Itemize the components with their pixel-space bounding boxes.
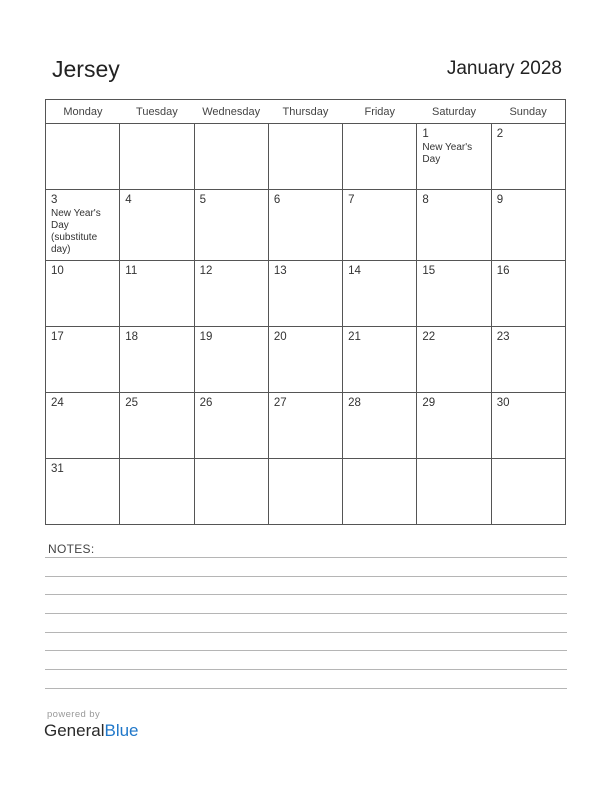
day-number: 13 bbox=[273, 265, 287, 277]
powered-by-text: powered by bbox=[47, 709, 101, 720]
weekday-friday: Friday bbox=[343, 100, 417, 124]
day-number: 21 bbox=[348, 331, 361, 343]
week-row bbox=[46, 327, 566, 393]
day-number: 19 bbox=[199, 331, 213, 343]
day-number: 31 bbox=[51, 463, 64, 475]
day-number: 11 bbox=[125, 265, 138, 277]
day-number: 18 bbox=[125, 331, 139, 343]
day-cell bbox=[268, 124, 342, 190]
calendar-grid bbox=[45, 99, 566, 525]
holiday-label: New Year's Day (substitute day) bbox=[51, 208, 101, 255]
day-number: 3 bbox=[51, 194, 58, 206]
day-cell bbox=[491, 393, 565, 459]
note-line bbox=[45, 650, 567, 651]
day-cell bbox=[120, 393, 194, 459]
day-cell bbox=[343, 459, 417, 525]
day-cell bbox=[268, 459, 342, 525]
day-number: 28 bbox=[348, 397, 361, 409]
day-number: 9 bbox=[496, 194, 504, 206]
note-line bbox=[45, 688, 567, 689]
day-cell bbox=[343, 393, 417, 459]
day-number: 30 bbox=[496, 397, 510, 409]
day-number: 14 bbox=[348, 265, 361, 277]
notes-label: NOTES: bbox=[48, 542, 95, 556]
day-number: 29 bbox=[422, 397, 436, 409]
day-cell bbox=[491, 261, 565, 327]
day-number: 24 bbox=[51, 397, 64, 409]
day-number: 16 bbox=[496, 265, 510, 277]
day-cell bbox=[194, 190, 268, 261]
day-number: 20 bbox=[273, 331, 287, 343]
day-cell bbox=[268, 190, 342, 261]
day-cell bbox=[46, 327, 120, 393]
brand-logo-blue: Blue bbox=[104, 721, 139, 740]
region-title: Jersey bbox=[52, 56, 120, 82]
day-cell bbox=[343, 327, 417, 393]
week-row bbox=[46, 190, 566, 261]
day-number: 27 bbox=[273, 397, 287, 409]
day-cell bbox=[491, 190, 565, 261]
day-number: 15 bbox=[422, 265, 436, 277]
day-cell bbox=[417, 261, 491, 327]
note-line bbox=[45, 632, 567, 633]
day-number: 7 bbox=[348, 194, 355, 206]
day-cell bbox=[491, 327, 565, 393]
weekday-thursday: Thursday bbox=[268, 100, 342, 124]
week-row bbox=[46, 459, 566, 525]
weekday-monday: Monday bbox=[46, 100, 120, 124]
day-number: 26 bbox=[199, 397, 213, 409]
weekday-header-row bbox=[46, 100, 566, 124]
note-line bbox=[45, 594, 567, 595]
day-cell bbox=[194, 261, 268, 327]
day-number: 1 bbox=[422, 128, 429, 140]
day-cell bbox=[491, 124, 565, 190]
day-cell bbox=[417, 393, 491, 459]
note-line bbox=[45, 576, 567, 577]
day-number: 17 bbox=[51, 331, 64, 343]
day-number: 4 bbox=[125, 194, 132, 206]
day-cell bbox=[491, 459, 565, 525]
day-cell bbox=[194, 124, 268, 190]
day-cell bbox=[120, 327, 194, 393]
day-cell bbox=[417, 327, 491, 393]
weekday-saturday: Saturday bbox=[417, 100, 491, 124]
day-cell bbox=[343, 124, 417, 190]
day-cell bbox=[120, 190, 194, 261]
month-year-title: January 2028 bbox=[446, 58, 562, 79]
day-cell bbox=[46, 393, 120, 459]
weekday-wednesday: Wednesday bbox=[194, 100, 268, 124]
day-cell bbox=[46, 190, 120, 261]
day-cell bbox=[268, 327, 342, 393]
day-cell bbox=[120, 124, 194, 190]
day-cell bbox=[46, 459, 120, 525]
weekday-sunday: Sunday bbox=[491, 100, 565, 124]
day-number: 12 bbox=[199, 265, 213, 277]
day-cell bbox=[194, 393, 268, 459]
day-cell bbox=[268, 261, 342, 327]
day-cell bbox=[417, 124, 491, 190]
day-number: 25 bbox=[125, 397, 139, 409]
day-cell bbox=[343, 190, 417, 261]
week-row bbox=[46, 261, 566, 327]
day-cell bbox=[46, 261, 120, 327]
day-cell bbox=[268, 393, 342, 459]
week-row bbox=[46, 124, 566, 190]
day-cell bbox=[417, 459, 491, 525]
day-number: 6 bbox=[273, 194, 281, 206]
day-cell bbox=[120, 459, 194, 525]
day-number: 2 bbox=[496, 128, 504, 140]
day-cell bbox=[46, 124, 120, 190]
day-cell bbox=[194, 327, 268, 393]
weekday-tuesday: Tuesday bbox=[120, 100, 194, 124]
brand-logo-general: General bbox=[44, 721, 105, 740]
note-line bbox=[45, 613, 567, 614]
day-cell bbox=[194, 459, 268, 525]
day-cell bbox=[343, 261, 417, 327]
week-row bbox=[46, 393, 566, 459]
brand-logo[interactable] bbox=[44, 721, 139, 741]
day-cell bbox=[417, 190, 491, 261]
note-line bbox=[45, 669, 567, 670]
day-number: 23 bbox=[496, 331, 510, 343]
day-number: 10 bbox=[51, 265, 64, 277]
day-number: 22 bbox=[422, 331, 436, 343]
day-number: 5 bbox=[199, 194, 206, 206]
day-cell bbox=[120, 261, 194, 327]
note-line bbox=[45, 557, 567, 558]
day-number: 8 bbox=[422, 194, 429, 206]
holiday-label: New Year's Day bbox=[422, 142, 473, 165]
